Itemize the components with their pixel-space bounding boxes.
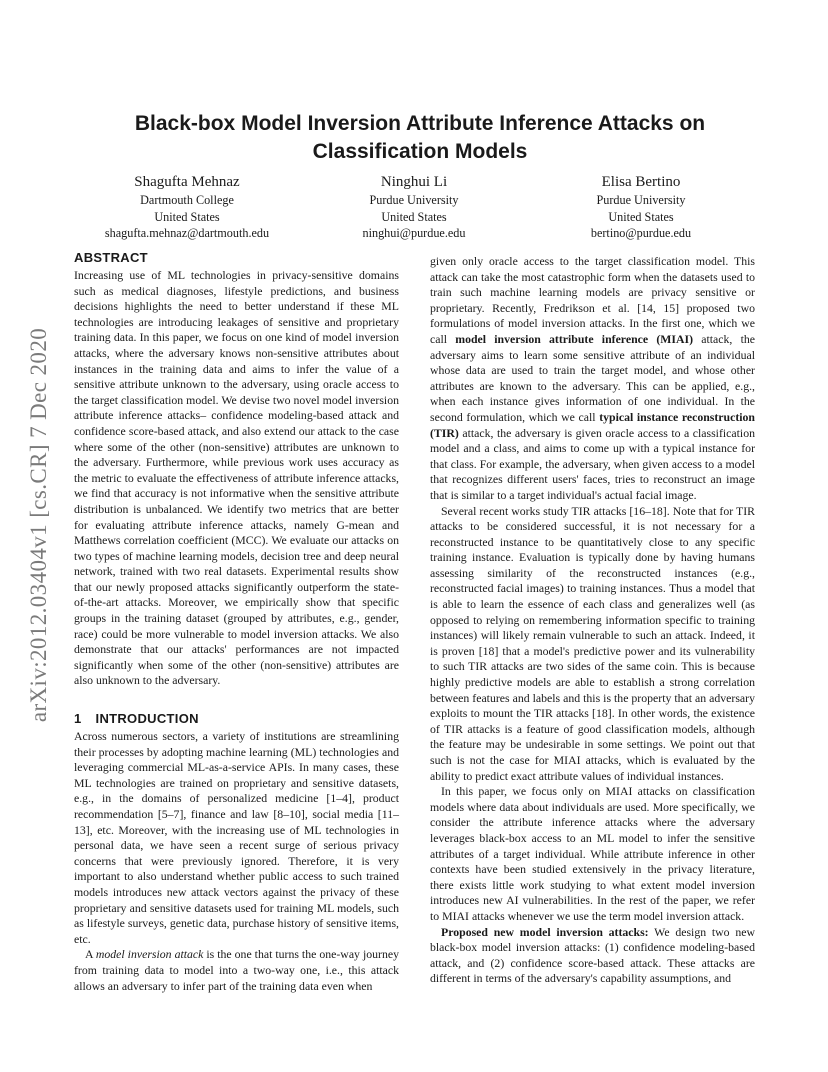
- author-name: Ninghui Li: [380, 174, 448, 190]
- author-affiliation: Dartmouth College: [140, 193, 234, 207]
- text-run: is the one that turns the one-way journey from training data to model into a two-way one, i.e., this attack allows an adversary to infer part of the training data even when: [74, 947, 399, 993]
- author-name: Shagufta Mehnaz: [134, 174, 240, 190]
- introduction-heading: [74, 711, 399, 727]
- section-number: 1: [74, 711, 82, 727]
- author-2: [301, 173, 527, 242]
- arxiv-identifier: [24, 290, 54, 760]
- right-column: [430, 254, 755, 987]
- author-country: United States: [381, 209, 447, 224]
- author-country: United States: [154, 209, 220, 224]
- emphasis-term: model inversion attack: [95, 947, 204, 962]
- introduction-paragraph-1: Across numerous sectors, a variety of institutions are streamlining their processes by adopting machine learning (ML) technologies and leveraging commercial ML-as-a-service APIs. In many cases, these ML technologies are trained on proprietary and sensitive datasets, e.g., in the domains of personalized medicine [1–4], product recommendation [5–7], finance and law [8–10], social media [11–13], etc. Moreover, with the increasing use of ML technologies in personal data, we have seen a recent surge of serious privacy concerns that were previously ignored. Therefore, it is very important to also understand whether public access to such trained models introduces new attack vectors against the privacy of these proprietary and sensitive datasets used for training ML models, such as lifestyle surveys, genetic data, purchase history of sensitive items, etc.: [74, 729, 399, 946]
- text-run: attack, the adversary is given oracle access to a classification model and a class, and aims to come up with a typical instance for that class. For example, the adversary, when given access to a model that recognizes different users' faces, tries to reconstruct an image that is similar to a target individual's actual facial image.: [430, 425, 755, 502]
- author-1: [74, 173, 300, 242]
- tir-paragraph: Several recent works study TIR attacks [16–18]. Note that for TIR attacks to be considered successful, it is not necessary for a reconstructed instance to be quantitatively close to any specific training instance. Evaluation is typically done by having humans assessing similarity of the reconstructed instances (e.g., reconstructed facial images) to training instances. Thus a model that is able to learn the essence of each class and generalizes well (as opposed to relying on remembering information specific to training instances) will likely remain vulnerable to such an attack. Indeed, it is proven [18] that a model's predictive power and its vulnerability to such TIR attacks are two sides of the same coin. This is because highly predictive models are able to establish a strong correlation between features and labels and this is the property that an adversary exploits to mount the TIR attacks [18]. In other words, the existence of TIR attacks is a feature of good classification models, although the feature may be undesirable in some settings. We point out that such is not the case for MIAI attacks, which is evaluated by the ability to predict exact attribute values of individual instances.: [430, 503, 755, 783]
- author-affiliation: Purdue University: [369, 193, 459, 207]
- left-column: [74, 250, 399, 994]
- run-in-heading: Proposed new model inversion attacks:: [441, 924, 649, 939]
- text-run: A: [85, 947, 96, 962]
- term-tir: typical instance reconstruction (TIR): [430, 409, 755, 440]
- focus-paragraph: In this paper, we focus only on MIAI attacks on classification models where data about individuals are used. More specifically, we consider the attribute inference attacks where the adversary leverages black-box access to an ML model to infer the sensitive attributes of a target individual. While attribute inference in other contexts have been studied extensively in the privacy literature, there exists little work studying to what extent model inversion introduces new AI vulnerabilities. In the rest of the paper, we refer to MIAI attacks whenever we use the term model inversion attack.: [430, 784, 755, 923]
- author-email: shagufta.mehnaz@dartmouth.edu: [104, 226, 270, 240]
- section-title: INTRODUCTION: [95, 711, 199, 727]
- author-block: [74, 173, 754, 242]
- abstract-text: Increasing use of ML technologies in privacy-sensitive domains such as medical diagnoses, lifestyle predictions, and business decisions highlights the need to better understand if these ML technologies are introducing leakages of sensitive and proprietary training data. In this paper, we focus on one kind of model inversion attacks, where the adversary knows non-sensitive attributes about instances in the training data and aims to infer the value of a sensitive attribute unknown to the adversary, using oracle access to the target classification model. We devise two novel model inversion attribute inference attacks– confidence modeling-based attack and confidence score-based attack, and also extend our attack to the case where some of the other (non-sensitive) attributes are unknown to the adversary. Furthermore, while previous work uses accuracy as the metric to evaluate the effectiveness of attribute inference attacks, we find that accuracy is not informative when the sensitive attribute distribution is unbalanced. We identify two metrics that are better for evaluating attribute inference attacks, namely G-mean and Matthews correlation coefficient (MCC). We evaluate our attacks on two types of machine learning models, decision tree and deep neural network, trained with two real datasets. Experimental results show that our newly proposed attacks significantly outperform the state-of-the-art attacks. Moreover, we empirically show that specific groups in the training dataset (grouped by attributes, e.g., gender, race) could be more vulnerable to model inversion attacks. We also demonstrate that our attacks' performances are not impacted significantly when some of the other (non-sensitive) attributes are also unknown to the adversary.: [74, 268, 399, 688]
- text-run: We design two new black-box model inversion attacks: (1) confidence modeling-based attack, and (2) confidence score-based attack. These attacks are different in terms of the adversary's capability assumptions, and: [430, 924, 755, 986]
- text-run: attack, the adversary aims to learn some sensitive attribute of an individual whose data are used to train the target model, and whose other attributes are known to the adversary. This can be applied, e.g., when each instance gives information of one individual. In the second formulation, which we call: [430, 331, 755, 424]
- author-3: [528, 173, 754, 242]
- author-email: bertino@purdue.edu: [590, 226, 692, 240]
- author-affiliation: Purdue University: [596, 193, 686, 207]
- arxiv-identifier-text: arXiv:2012.03404v1 [cs.CR] 7 Dec 2020: [26, 327, 51, 723]
- proposed-attacks-paragraph: [430, 925, 755, 987]
- author-country: United States: [608, 209, 674, 224]
- author-email: ninghui@purdue.edu: [362, 226, 466, 240]
- term-miai: model inversion attribute inference (MIAI): [455, 331, 694, 346]
- paper-title: Black-box Model Inversion Attribute Inference Attacks on Classification Models: [134, 112, 706, 163]
- intro-paragraph-continued: [430, 254, 755, 504]
- abstract-heading: ABSTRACT: [74, 250, 148, 265]
- introduction-paragraph-2: [74, 947, 399, 994]
- author-name: Elisa Bertino: [601, 174, 681, 190]
- text-run: given only oracle access to the target classification model. This attack can take the most catastrophic form when the datasets used to train such machine learning models are privacy sensitive or proprietary. Recently, Fredrikson et al. [14, 15] proposed two formulations of model inversion attacks. In the first one, which we call: [430, 254, 755, 346]
